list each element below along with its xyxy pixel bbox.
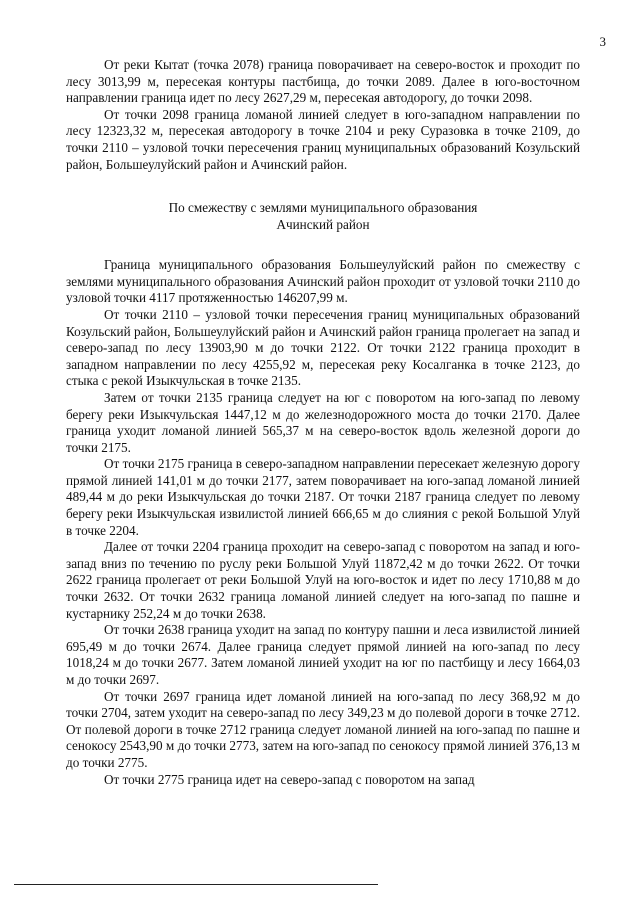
paragraph-point-2098: От точки 2098 граница ломаной линией следует в юго-западном направлении по лесу 12323,32 м, пересекая автодорогу в точке 2104 и реку Суразовка в точке 2109, до точки 2110 – узловой точки пересечения границ муниципальных образований Козульский район, Большеулуйский район и Ачинский район.	[66, 106, 580, 172]
section-heading-line-2: Ачинский район	[276, 217, 370, 233]
footer-rule	[14, 884, 378, 885]
page-number: 3	[599, 34, 606, 49]
paragraph-point-2204: Далее от точки 2204 граница проходит на северо-запад с поворотом на запад и юго-запад вниз по течению по руслу реки Большой Улуй 11872,42 м до точки 2622. От точки 2622 граница пролегает от реки Большой Улуй на юго-восток и идет по лесу 1710,88 м до точки 2632. От точки 2632 граница ломаной линией следует на юго-запад по пашне и кустарнику 252,24 м до точки 2638.	[66, 539, 580, 621]
document-body	[66, 57, 580, 788]
paragraph-kytat-river: От реки Кытат (точка 2078) граница поворачивает на северо-восток и проходит по лесу 3013,99 м, пересекая контуры пастбища, до точки 2089. Далее в юго-восточном направлении граница идет по лесу 2627,29 м, пересекая автодорогу, до точки 2098.	[66, 57, 580, 106]
section-heading-line-1: По смежеству с землями муниципального образования	[168, 200, 478, 216]
paragraph-point-2135: Затем от точки 2135 граница следует на юг с поворотом на юго-запад по левому берегу реки Изыкчульская 1447,12 м до железнодорожного моста до точки 2170. Далее граница уходит ломаной линией 565,37 м на северо-восток вдоль железной дороги до точки 2175.	[66, 389, 580, 455]
paragraph-point-2175: От точки 2175 граница в северо-западном направлении пересекает железную дорогу прямой линией 141,01 м до точки 2177, затем поворачивает на юго-запад ломаной линией 489,44 м до реки Изыкчульская до точки 2187. От точки 2187 граница следует по левому берегу реки Изыкчульская извилистой линией 666,65 м до слияния с рекой Большой Улуй в точке 2204.	[66, 456, 580, 538]
paragraph-point-2697: От точки 2697 граница идет ломаной линией на юго-запад по лесу 368,92 м до точки 2704, затем уходит на северо-запад по лесу 349,23 м до полевой дороги в точке 2712. От полевой дороги в точке 2712 граница следует ломаной линией на юго-запад по пашне и сенокосу 2543,90 м до точки 2773, затем на юго-запад по сенокосу прямой линией 376,13 м до точки 2775.	[66, 688, 580, 770]
paragraph-border-overview: Граница муниципального образования Большеулуйский район по смежеству с землями муниципального образования Ачинский район проходит от узловой точки 2110 до узловой точки 4117 протяженностью 146207,99 м.	[66, 257, 580, 306]
section-heading	[66, 199, 580, 233]
paragraph-point-2775: От точки 2775 граница идет на северо-запад с поворотом на запад	[104, 771, 475, 787]
paragraph-point-2110: От точки 2110 – узловой точки пересечения границ муниципальных образований Козульский район, Большеулуйский район и Ачинский район граница пролегает на запад и северо-запад по лесу 13903,90 м до точки 2122. От точки 2122 граница проходит в западном направлении по лесу 4255,92 м, пересекая реку Косалганка в точке 2123, до стыка с рекой Изыкчульская в точке 2135.	[66, 306, 580, 389]
paragraph-point-2638: От точки 2638 граница уходит на запад по контуру пашни и леса извилистой линией 695,49 м до точки 2674. Далее граница следует прямой линией на юго-запад по лесу 1018,24 м до точки 2677. Затем ломаной линией уходит на юг по пастбищу и лесу 1664,03 м до точки 2697.	[66, 622, 580, 687]
